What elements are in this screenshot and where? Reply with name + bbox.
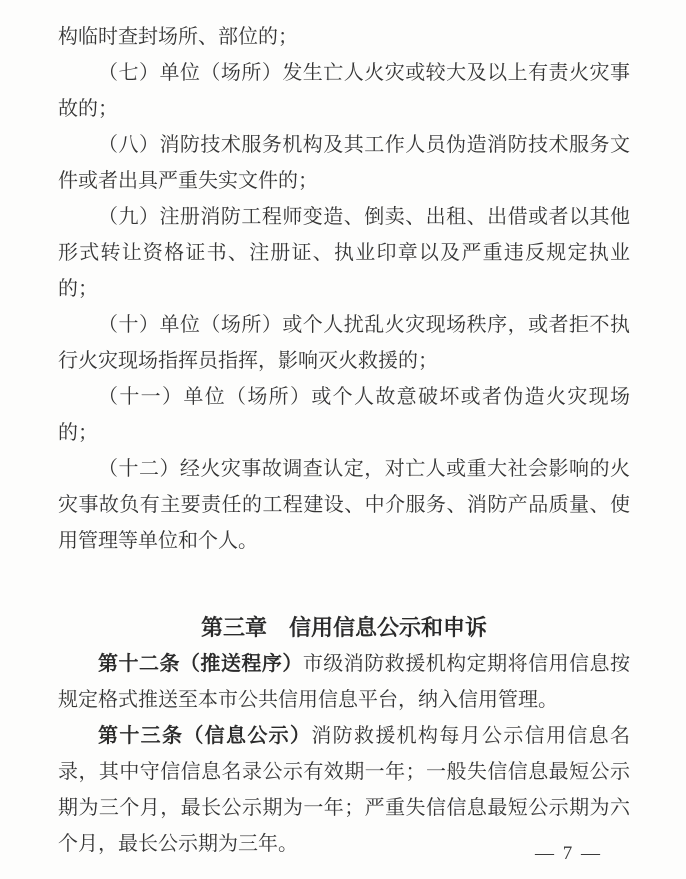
clause-paragraph: （十二）经火灾事故调查认定，对亡人或重大社会影响的火灾事故负有主要责任的工程建设、中介服务、消防产品质量、使用管理等单位和个人。 bbox=[58, 458, 630, 552]
clause-list bbox=[58, 19, 630, 559]
article-list bbox=[58, 646, 630, 862]
page-number: — 7 — bbox=[535, 843, 602, 864]
clause-paragraph: （十）单位（场所）或个人扰乱火灾现场秩序，或者拒不执行火灾现场指挥员指挥，影响灭火救援的； bbox=[58, 314, 630, 372]
clause-paragraph: （九）注册消防工程师变造、倒卖、出租、出借或者以其他形式转让资格证书、注册证、执业印章以及严重违反规定执业的； bbox=[58, 206, 630, 300]
article-lead: 第十三条（信息公示） bbox=[98, 725, 312, 747]
clause-paragraph: （八）消防技术服务机构及其工作人员伪造消防技术服务文件或者出具严重失实文件的； bbox=[58, 134, 630, 192]
article-paragraph: 第十二条（推送程序）市级消防救援机构定期将信用信息按规定格式推送至本市公共信用信息平台，纳入信用管理。 bbox=[58, 653, 631, 711]
article-lead: 第十二条（推送程序） bbox=[98, 653, 303, 675]
article-paragraph: 第十三条（信息公示）消防救援机构每月公示信用信息名录，其中守信信息名录公示有效期一年；一般失信信息最短公示期为三个月，最长公示期为一年；严重失信信息最短公示期为六个月，最长公示期为三年。 bbox=[58, 725, 631, 855]
page-footer bbox=[535, 843, 602, 865]
chapter-heading: 第三章 信用信息公示和申诉 bbox=[200, 615, 487, 640]
clause-paragraph: （十一）单位（场所）或个人故意破坏或者伪造火灾现场的； bbox=[58, 386, 630, 444]
clause-paragraph: （七）单位（场所）发生亡人火灾或较大及以上有责火灾事故的； bbox=[58, 62, 630, 120]
clause-paragraph: 构临时查封场所、部位的； bbox=[58, 26, 298, 48]
